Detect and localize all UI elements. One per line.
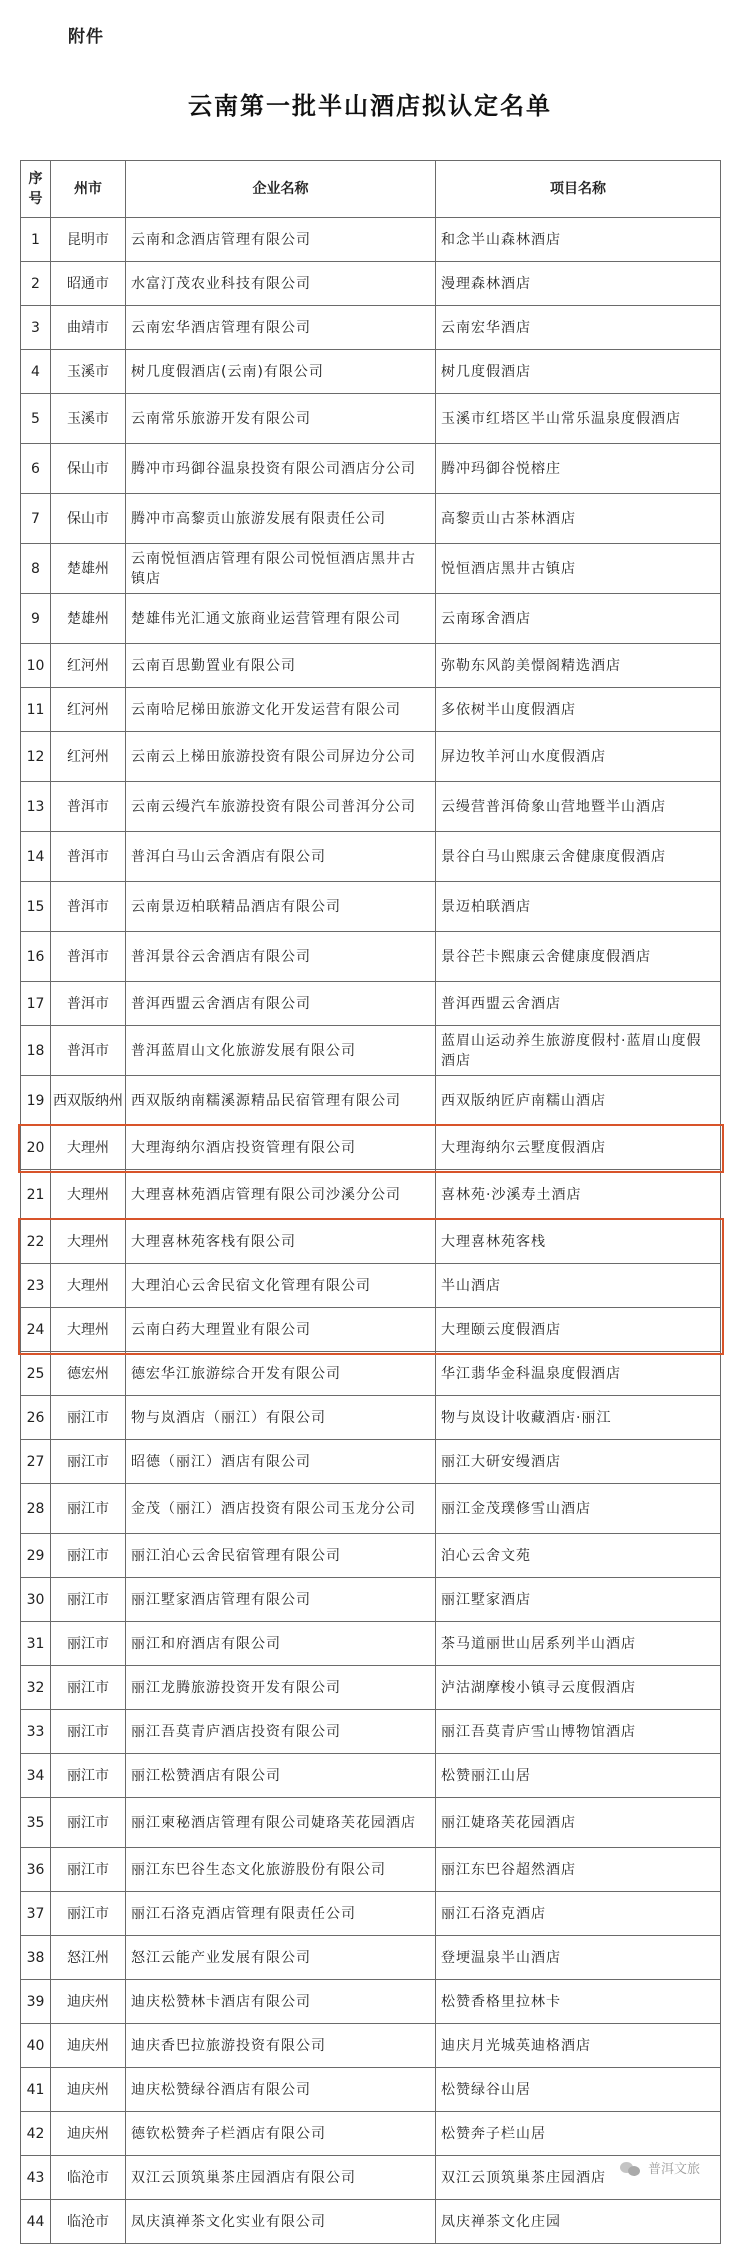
- city-cell: 丽江市: [51, 1798, 126, 1848]
- city-cell: 昆明市: [51, 218, 126, 262]
- seq-cell: 30: [21, 1578, 51, 1622]
- seq-cell: 41: [21, 2068, 51, 2112]
- table-row: [21, 644, 721, 688]
- seq-cell: 37: [21, 1892, 51, 1936]
- city-cell: 玉溪市: [51, 350, 126, 394]
- seq-cell: 29: [21, 1534, 51, 1578]
- table-row: [21, 1936, 721, 1980]
- seq-cell: 31: [21, 1622, 51, 1666]
- project-cell: 弥勒东风韵美憬阁精选酒店: [436, 644, 721, 688]
- project-cell: 凤庆禅茶文化庄园: [436, 2200, 721, 2244]
- table-row: [21, 1754, 721, 1798]
- project-cell: 腾冲玛御谷悦榕庄: [436, 444, 721, 494]
- city-cell: 红河州: [51, 644, 126, 688]
- city-cell: 红河州: [51, 688, 126, 732]
- company-cell: 云南和念酒店管理有限公司: [126, 218, 436, 262]
- project-cell: 景谷白马山熙康云舍健康度假酒店: [436, 832, 721, 882]
- company-cell: 怒江云能产业发展有限公司: [126, 1936, 436, 1980]
- seq-cell: 17: [21, 982, 51, 1026]
- project-cell: 丽江婕珞芙花园酒店: [436, 1798, 721, 1848]
- table-row: [21, 1440, 721, 1484]
- project-cell: 丽江吾莫青庐雪山博物馆酒店: [436, 1710, 721, 1754]
- seq-cell: 25: [21, 1352, 51, 1396]
- seq-cell: 44: [21, 2200, 51, 2244]
- watermark-text: 普洱文旅: [647, 2162, 700, 2177]
- company-cell: 凤庆滇禅茶文化实业有限公司: [126, 2200, 436, 2244]
- table-row: [21, 262, 721, 306]
- project-cell: 松赞奔子栏山居: [436, 2112, 721, 2156]
- seq-cell: 13: [21, 782, 51, 832]
- company-cell: 云南景迈柏联精品酒店有限公司: [126, 882, 436, 932]
- city-cell: 普洱市: [51, 932, 126, 982]
- city-cell: 丽江市: [51, 1710, 126, 1754]
- city-cell: 丽江市: [51, 1396, 126, 1440]
- project-cell: 云南宏华酒店: [436, 306, 721, 350]
- city-cell: 临沧市: [51, 2156, 126, 2200]
- table-row: [21, 306, 721, 350]
- table-row: [21, 688, 721, 732]
- seq-cell: 11: [21, 688, 51, 732]
- company-cell: 云南百思勤置业有限公司: [126, 644, 436, 688]
- seq-cell: 38: [21, 1936, 51, 1980]
- city-cell: 西双版纳州: [51, 1076, 126, 1126]
- city-cell: 德宏州: [51, 1352, 126, 1396]
- company-cell: 云南宏华酒店管理有限公司: [126, 306, 436, 350]
- city-cell: 迪庆州: [51, 2068, 126, 2112]
- seq-cell: 2: [21, 262, 51, 306]
- company-cell: 丽江石洛克酒店管理有限责任公司: [126, 1892, 436, 1936]
- table-row: [21, 444, 721, 494]
- company-cell: 德钦松赞奔子栏酒店有限公司: [126, 2112, 436, 2156]
- table-row: [21, 1352, 721, 1396]
- table-row: [21, 732, 721, 782]
- company-cell: 丽江龙腾旅游投资开发有限公司: [126, 1666, 436, 1710]
- company-cell: 昭德（丽江）酒店有限公司: [126, 1440, 436, 1484]
- project-cell: 漫理森林酒店: [436, 262, 721, 306]
- city-cell: 大理州: [51, 1220, 126, 1264]
- company-cell: 树几度假酒店(云南)有限公司: [126, 350, 436, 394]
- company-cell: 丽江泊心云舍民宿管理有限公司: [126, 1534, 436, 1578]
- seq-cell: 27: [21, 1440, 51, 1484]
- city-cell: 普洱市: [51, 982, 126, 1026]
- city-cell: 普洱市: [51, 882, 126, 932]
- city-cell: 楚雄州: [51, 544, 126, 594]
- column-header-project: 项目名称: [436, 161, 721, 218]
- project-cell: 泸沽湖摩梭小镇寻云度假酒店: [436, 1666, 721, 1710]
- seq-cell: 18: [21, 1026, 51, 1076]
- company-cell: 楚雄伟光汇通文旅商业运营管理有限公司: [126, 594, 436, 644]
- city-cell: 临沧市: [51, 2200, 126, 2244]
- seq-cell: 4: [21, 350, 51, 394]
- table-row: [21, 1622, 721, 1666]
- project-cell: 喜林苑·沙溪寿土酒店: [436, 1170, 721, 1220]
- table-row: [21, 1308, 721, 1352]
- company-cell: 云南白药大理置业有限公司: [126, 1308, 436, 1352]
- seq-cell: 43: [21, 2156, 51, 2200]
- company-cell: 丽江和府酒店有限公司: [126, 1622, 436, 1666]
- company-cell: 金茂（丽江）酒店投资有限公司玉龙分公司: [126, 1484, 436, 1534]
- seq-cell: 24: [21, 1308, 51, 1352]
- seq-cell: 1: [21, 218, 51, 262]
- seq-cell: 15: [21, 882, 51, 932]
- attachment-label: 附件: [68, 27, 104, 47]
- page-title: 云南第一批半山酒店拟认定名单: [188, 92, 552, 120]
- seq-cell: 22: [21, 1220, 51, 1264]
- company-cell: 云南云上梯田旅游投资有限公司屏边分公司: [126, 732, 436, 782]
- seq-cell: 21: [21, 1170, 51, 1220]
- project-cell: 高黎贡山古茶林酒店: [436, 494, 721, 544]
- project-cell: 屏边牧羊河山水度假酒店: [436, 732, 721, 782]
- table-row: [21, 2024, 721, 2068]
- project-cell: 松赞香格里拉林卡: [436, 1980, 721, 2024]
- city-cell: 楚雄州: [51, 594, 126, 644]
- seq-cell: 40: [21, 2024, 51, 2068]
- city-cell: 大理州: [51, 1308, 126, 1352]
- project-cell: 丽江墅家酒店: [436, 1578, 721, 1622]
- table-row: [21, 782, 721, 832]
- seq-cell: 14: [21, 832, 51, 882]
- company-cell: 迪庆松赞绿谷酒店有限公司: [126, 2068, 436, 2112]
- table-row: [21, 394, 721, 444]
- project-cell: 双江云顶筑巢茶庄园酒店: [436, 2156, 721, 2200]
- table-row: [21, 2156, 721, 2200]
- hotel-list-table: [20, 160, 721, 2244]
- seq-cell: 36: [21, 1848, 51, 1892]
- column-header-seq: 序号: [21, 161, 51, 218]
- column-header-company: 企业名称: [126, 161, 436, 218]
- city-cell: 迪庆州: [51, 2024, 126, 2068]
- company-cell: 云南常乐旅游开发有限公司: [126, 394, 436, 444]
- seq-cell: 26: [21, 1396, 51, 1440]
- table-row: [21, 832, 721, 882]
- city-cell: 普洱市: [51, 782, 126, 832]
- project-cell: 大理颐云度假酒店: [436, 1308, 721, 1352]
- company-cell: 双江云顶筑巢茶庄园酒店有限公司: [126, 2156, 436, 2200]
- table-row: [21, 1220, 721, 1264]
- table-row: [21, 544, 721, 594]
- city-cell: 大理州: [51, 1264, 126, 1308]
- table-row: [21, 1264, 721, 1308]
- project-cell: 登埂温泉半山酒店: [436, 1936, 721, 1980]
- company-cell: 物与岚酒店（丽江）有限公司: [126, 1396, 436, 1440]
- company-cell: 云南云缦汽车旅游投资有限公司普洱分公司: [126, 782, 436, 832]
- table-row: [21, 1710, 721, 1754]
- seq-cell: 39: [21, 1980, 51, 2024]
- project-cell: 树几度假酒店: [436, 350, 721, 394]
- company-cell: 丽江墅家酒店管理有限公司: [126, 1578, 436, 1622]
- project-cell: 丽江东巴谷超然酒店: [436, 1848, 721, 1892]
- city-cell: 保山市: [51, 494, 126, 544]
- table-row: [21, 2200, 721, 2244]
- table-row: [21, 882, 721, 932]
- city-cell: 丽江市: [51, 1892, 126, 1936]
- company-cell: 普洱西盟云舍酒店有限公司: [126, 982, 436, 1026]
- table-row: [21, 494, 721, 544]
- project-cell: 景迈柏联酒店: [436, 882, 721, 932]
- seq-cell: 5: [21, 394, 51, 444]
- company-cell: 水富汀茂农业科技有限公司: [126, 262, 436, 306]
- table-row: [21, 218, 721, 262]
- seq-cell: 3: [21, 306, 51, 350]
- table-row: [21, 594, 721, 644]
- table-row: [21, 2112, 721, 2156]
- project-cell: 松赞绿谷山居: [436, 2068, 721, 2112]
- table-row: [21, 1484, 721, 1534]
- project-cell: 迪庆月光城英迪格酒店: [436, 2024, 721, 2068]
- city-cell: 丽江市: [51, 1578, 126, 1622]
- seq-cell: 23: [21, 1264, 51, 1308]
- city-cell: 红河州: [51, 732, 126, 782]
- city-cell: 玉溪市: [51, 394, 126, 444]
- seq-cell: 6: [21, 444, 51, 494]
- seq-cell: 16: [21, 932, 51, 982]
- city-cell: 大理州: [51, 1170, 126, 1220]
- city-cell: 丽江市: [51, 1484, 126, 1534]
- city-cell: 普洱市: [51, 832, 126, 882]
- city-cell: 丽江市: [51, 1848, 126, 1892]
- company-cell: 普洱蓝眉山文化旅游发展有限公司: [126, 1026, 436, 1076]
- company-cell: 云南哈尼梯田旅游文化开发运营有限公司: [126, 688, 436, 732]
- company-cell: 德宏华江旅游综合开发有限公司: [126, 1352, 436, 1396]
- project-cell: 物与岚设计收藏酒店·丽江: [436, 1396, 721, 1440]
- company-cell: 普洱景谷云舍酒店有限公司: [126, 932, 436, 982]
- table-row: [21, 982, 721, 1026]
- company-cell: 丽江松赞酒店有限公司: [126, 1754, 436, 1798]
- city-cell: 丽江市: [51, 1666, 126, 1710]
- project-cell: 松赞丽江山居: [436, 1754, 721, 1798]
- table-row: [21, 350, 721, 394]
- company-cell: 大理泊心云舍民宿文化管理有限公司: [126, 1264, 436, 1308]
- seq-cell: 28: [21, 1484, 51, 1534]
- seq-cell: 20: [21, 1126, 51, 1170]
- project-cell: 悦恒酒店黑井古镇店: [436, 544, 721, 594]
- seq-cell: 8: [21, 544, 51, 594]
- table-header-row: [21, 161, 721, 218]
- project-cell: 普洱西盟云舍酒店: [436, 982, 721, 1026]
- company-cell: 腾冲市高黎贡山旅游发展有限责任公司: [126, 494, 436, 544]
- project-cell: 华江翡华金科温泉度假酒店: [436, 1352, 721, 1396]
- project-cell: 云南琢舍酒店: [436, 594, 721, 644]
- city-cell: 丽江市: [51, 1754, 126, 1798]
- company-cell: 丽江柬秘酒店管理有限公司婕珞芙花园酒店: [126, 1798, 436, 1848]
- company-cell: 大理喜林苑酒店管理有限公司沙溪分公司: [126, 1170, 436, 1220]
- company-cell: 丽江东巴谷生态文化旅游股份有限公司: [126, 1848, 436, 1892]
- city-cell: 普洱市: [51, 1026, 126, 1076]
- wechat-icon: [620, 2160, 642, 2176]
- table-row: [21, 932, 721, 982]
- company-cell: 大理海纳尔酒店投资管理有限公司: [126, 1126, 436, 1170]
- seq-cell: 32: [21, 1666, 51, 1710]
- city-cell: 曲靖市: [51, 306, 126, 350]
- seq-cell: 34: [21, 1754, 51, 1798]
- seq-cell: 7: [21, 494, 51, 544]
- seq-cell: 12: [21, 732, 51, 782]
- table-row: [21, 1892, 721, 1936]
- table-row: [21, 1170, 721, 1220]
- seq-cell: 10: [21, 644, 51, 688]
- project-cell: 茶马道丽世山居系列半山酒店: [436, 1622, 721, 1666]
- table-row: [21, 1666, 721, 1710]
- project-cell: 景谷芒卡熙康云舍健康度假酒店: [436, 932, 721, 982]
- table-row: [21, 1396, 721, 1440]
- company-cell: 腾冲市玛御谷温泉投资有限公司酒店分公司: [126, 444, 436, 494]
- company-cell: 迪庆香巴拉旅游投资有限公司: [126, 2024, 436, 2068]
- company-cell: 普洱白马山云舍酒店有限公司: [126, 832, 436, 882]
- project-cell: 多依树半山度假酒店: [436, 688, 721, 732]
- company-cell: 大理喜林苑客栈有限公司: [126, 1220, 436, 1264]
- seq-cell: 19: [21, 1076, 51, 1126]
- city-cell: 丽江市: [51, 1622, 126, 1666]
- table-row: [21, 1798, 721, 1848]
- city-cell: 大理州: [51, 1126, 126, 1170]
- table-row: [21, 1026, 721, 1076]
- project-cell: 泊心云舍文苑: [436, 1534, 721, 1578]
- seq-cell: 35: [21, 1798, 51, 1848]
- project-cell: 西双版纳匠庐南糯山酒店: [436, 1076, 721, 1126]
- project-cell: 大理海纳尔云墅度假酒店: [436, 1126, 721, 1170]
- project-cell: 蓝眉山运动养生旅游度假村·蓝眉山度假酒店: [436, 1026, 721, 1076]
- table-row: [21, 1126, 721, 1170]
- project-cell: 半山酒店: [436, 1264, 721, 1308]
- city-cell: 怒江州: [51, 1936, 126, 1980]
- project-cell: 云缦营普洱倚象山营地暨半山酒店: [436, 782, 721, 832]
- company-cell: 云南悦恒酒店管理有限公司悦恒酒店黑井古镇店: [126, 544, 436, 594]
- table-row: [21, 1980, 721, 2024]
- city-cell: 丽江市: [51, 1534, 126, 1578]
- table-row: [21, 1578, 721, 1622]
- company-cell: 丽江吾莫青庐酒店投资有限公司: [126, 1710, 436, 1754]
- project-cell: 玉溪市红塔区半山常乐温泉度假酒店: [436, 394, 721, 444]
- seq-cell: 42: [21, 2112, 51, 2156]
- city-cell: 迪庆州: [51, 1980, 126, 2024]
- seq-cell: 9: [21, 594, 51, 644]
- project-cell: 丽江石洛克酒店: [436, 1892, 721, 1936]
- company-cell: 迪庆松赞林卡酒店有限公司: [126, 1980, 436, 2024]
- seq-cell: 33: [21, 1710, 51, 1754]
- table-row: [21, 2068, 721, 2112]
- project-cell: 丽江金茂璞修雪山酒店: [436, 1484, 721, 1534]
- watermark: [620, 2158, 700, 2177]
- project-cell: 大理喜林苑客栈: [436, 1220, 721, 1264]
- project-cell: 丽江大研安缦酒店: [436, 1440, 721, 1484]
- column-header-city: 州市: [51, 161, 126, 218]
- project-cell: 和念半山森林酒店: [436, 218, 721, 262]
- table-row: [21, 1076, 721, 1126]
- city-cell: 昭通市: [51, 262, 126, 306]
- company-cell: 西双版纳南糯溪源精品民宿管理有限公司: [126, 1076, 436, 1126]
- table-body: [21, 218, 721, 2244]
- city-cell: 丽江市: [51, 1440, 126, 1484]
- city-cell: 迪庆州: [51, 2112, 126, 2156]
- table-row: [21, 1534, 721, 1578]
- table-row: [21, 1848, 721, 1892]
- city-cell: 保山市: [51, 444, 126, 494]
